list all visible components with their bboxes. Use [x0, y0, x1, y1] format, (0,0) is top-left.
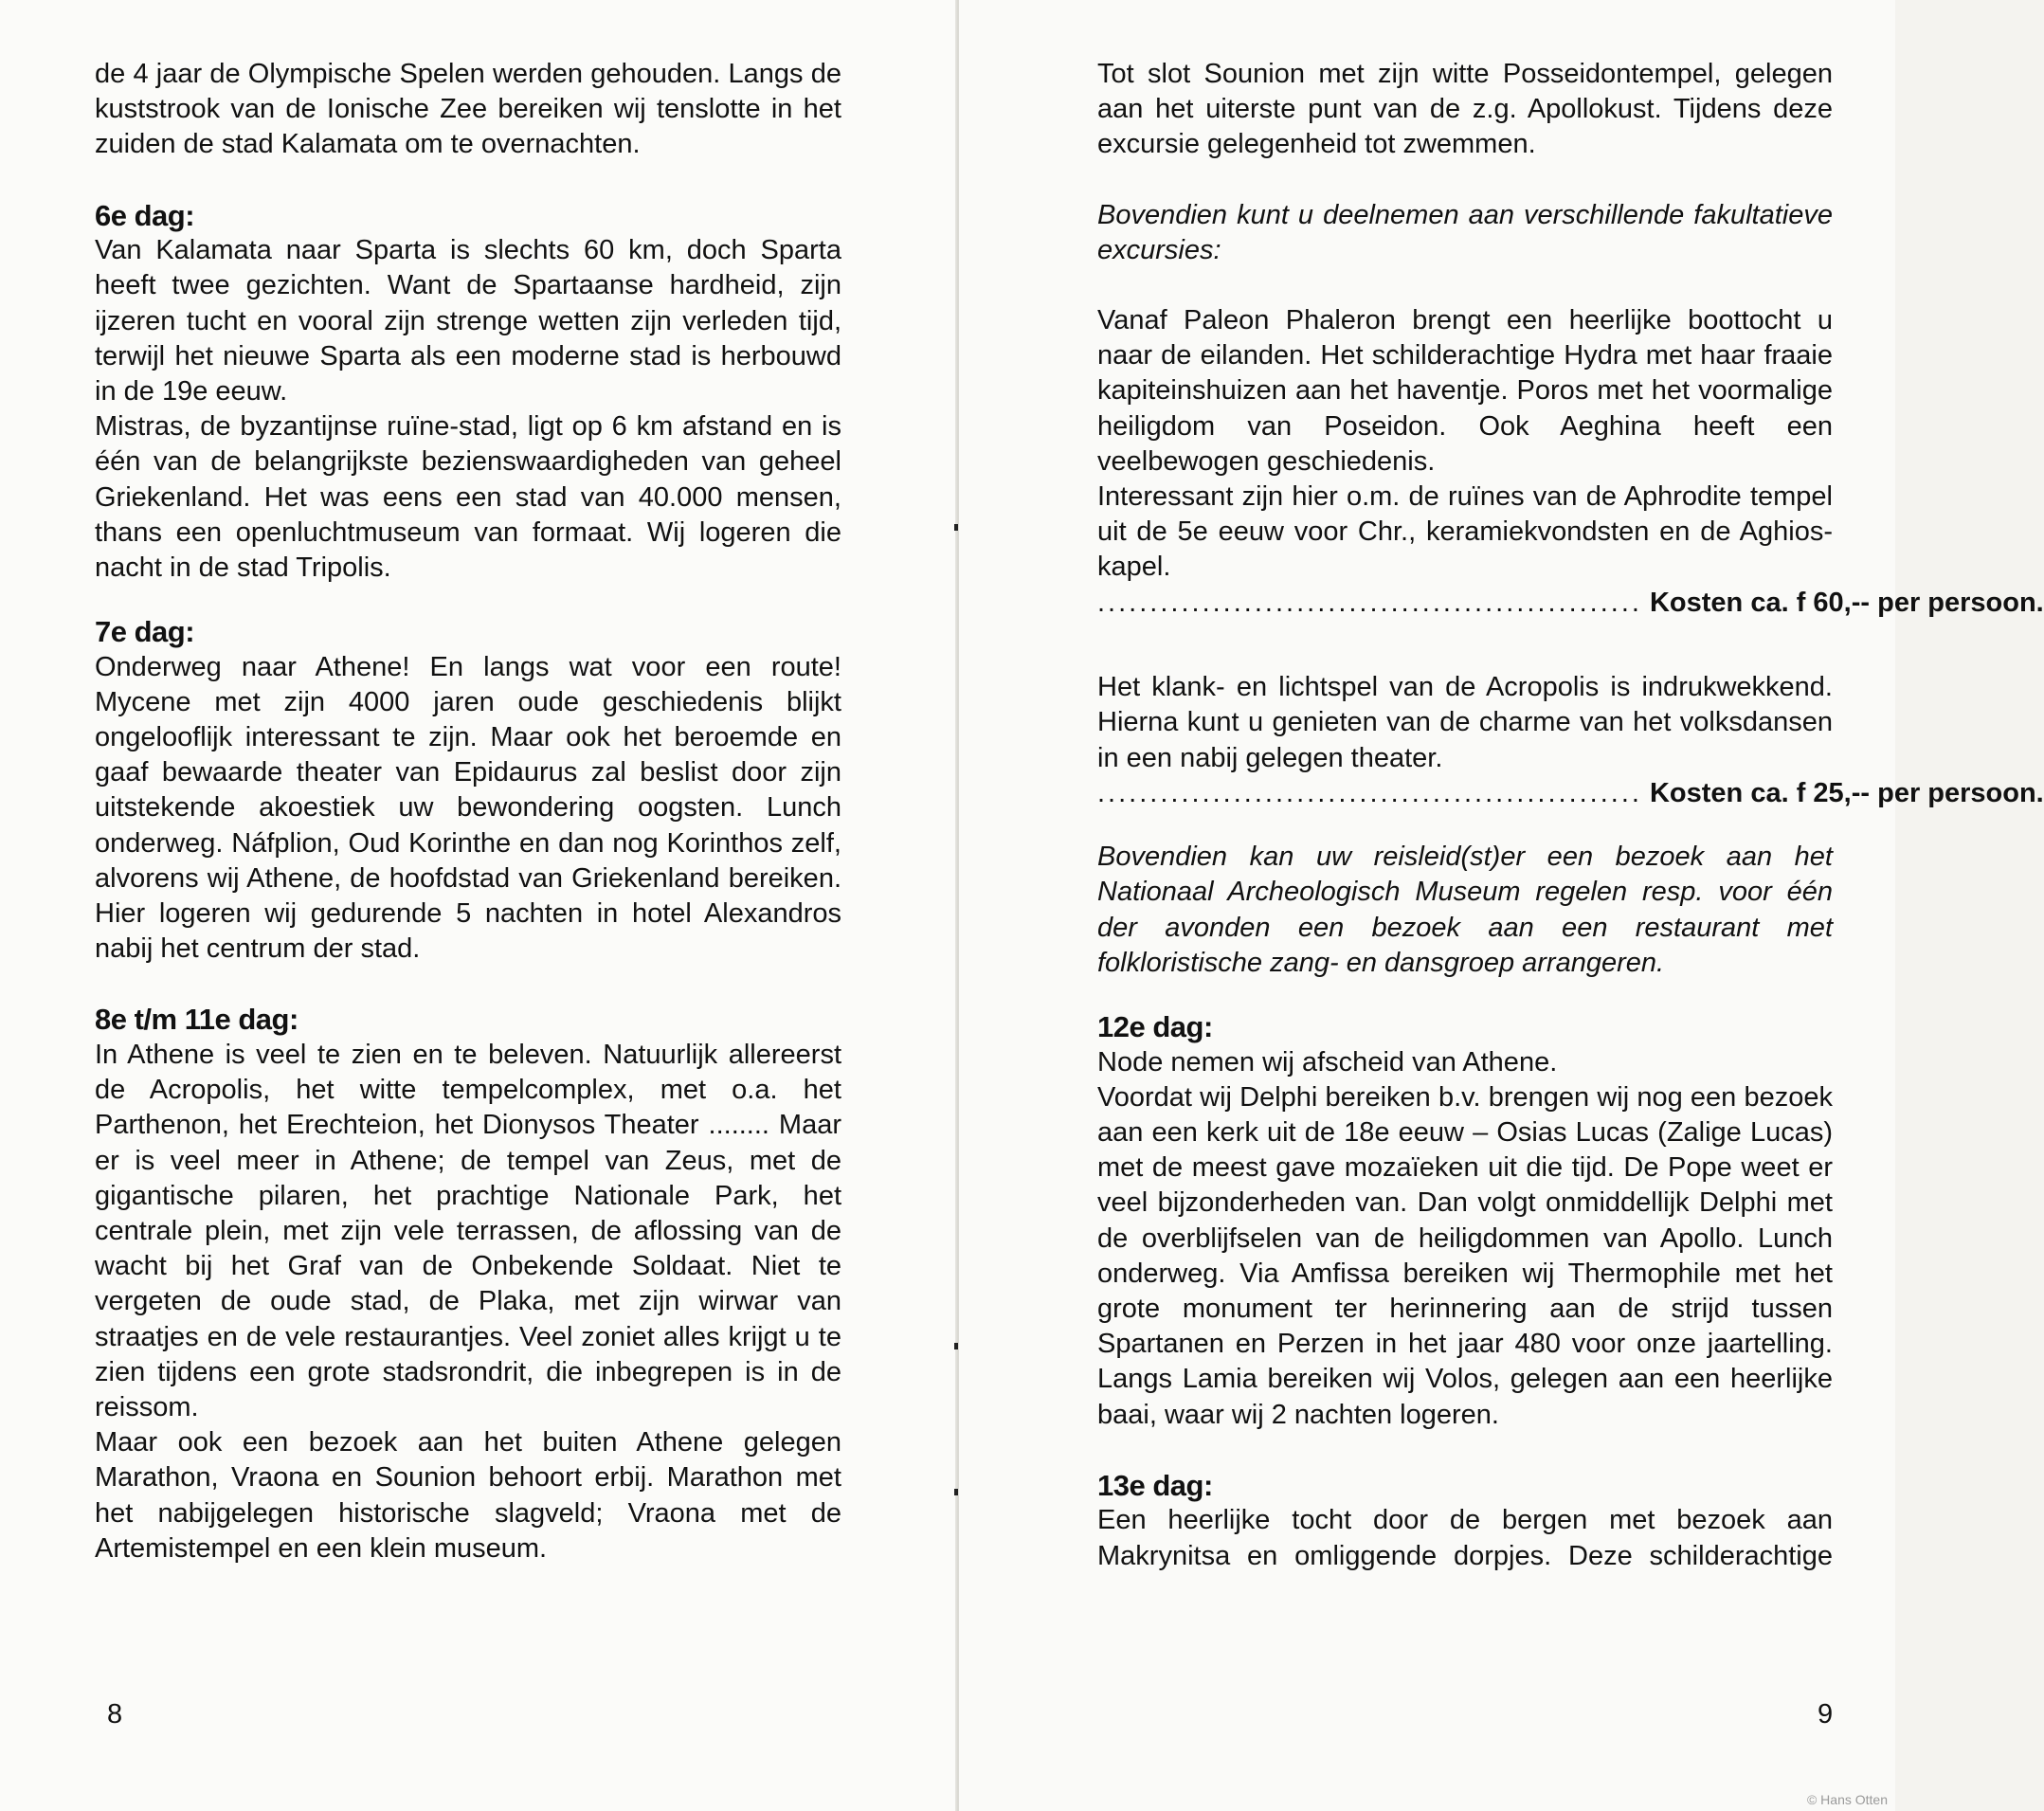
day-6-paragraph-1: Van Kalamata naar Sparta is slechts 60 km, doch Sparta heeft twee gezichten. Want de Spartaanse hardheid, zijn ijzeren tucht en vooral zijn strenge wetten zijn verleden tijd, terwijl het nieuwe Sparta als een moderne stad is herbouwd in de 19e eeuw. — [95, 235, 841, 407]
day-13-paragraph: Een heerlijke tocht door de bergen met bezoek aan Makrynitsa en omliggende dorpjes. Deze schilderachtige — [1097, 1505, 1833, 1571]
binding-staple-mark — [954, 524, 958, 531]
optional-excursions-intro: Bovendien kunt u deelnemen aan verschillende fakultatieve excursies: — [1097, 199, 1833, 265]
copyright-watermark: © Hans Otten — [1806, 1792, 1888, 1807]
day-7-heading: 7e dag: — [95, 615, 195, 649]
binding-staple-mark — [954, 1343, 958, 1349]
binding-staple-mark — [954, 1489, 958, 1495]
left-page — [0, 0, 957, 1811]
excursion-1-paragraph-2: Interessant zijn hier o.m. de ruïnes van de Aphrodite tempel uit de 5e eeuw voor Chr., keramiekvondsten en de Aghios-kapel. — [1097, 481, 1833, 583]
excursion-2-paragraph: Het klank- en lichtspel van de Acropolis is indrukwekkend. Hierna kunt u genieten van de charme van het volksdansen in een nabij gelegen theater. — [1097, 672, 1833, 773]
leader-dots: .................................................... — [1097, 777, 1642, 808]
day-8-11-paragraph-2: Maar ook een bezoek aan het buiten Athene gelegen Marathon, Vraona en Sounion behoort erbij. Marathon met het nabijgelegen historische slagveld; Vraona met de Artemistempel en een klein museum. — [95, 1427, 841, 1564]
day-7-paragraph: Onderweg naar Athene! En langs wat voor een route! Mycene met zijn 4000 jaren oude geschiedenis blijkt ongelooflijk interessant te zijn. Maar ook het beroemde en gaaf bewaarde theater van Epidaurus zal beslist door zijn uitstekende akoestiek uw bewondering oogsten. Lunch onderweg. Náfplion, Oud Korinthe en dan nog Korinthos zelf, alvorens wij Athene, de hoofdstad van Griekenland bereiken. Hier logeren wij gedurende 5 nachten in hotel Alexandros nabij het centrum der stad. — [95, 651, 841, 965]
day-6-heading: 6e dag: — [95, 198, 195, 232]
left-column — [95, 57, 841, 1567]
leader-dots: .................................................... — [1097, 587, 1642, 618]
day-12-paragraph-2: Voordat wij Delphi bereiken b.v. brengen wij nog een bezoek aan een kerk uit de 18e eeuw – Osias Lucas (Zalige Lucas) met de meest gave mozaïeken uit die tijd. De Pope weet er veel bijzonderheden van. Dan volgt onmiddellijk Delphi met de overblijfselen van de heiligdommen van Apollo. Lunch onderweg. Via Amfissa bereiken wij Thermophile met het grote monument ter herinnering aan de strijd tussen Spartanen en Perzen in het jaar 480 voor onze jaartelling. Langs Lamia bereiken wij Volos, gelegen aan een heerlijke baai, waar wij 2 nachten logeren. — [1097, 1081, 1833, 1430]
right-column — [1097, 57, 2044, 1574]
page-number-left: 8 — [107, 1699, 123, 1730]
day-8-11-paragraph-1: In Athene is veel te zien en te beleven. Natuurlijk allereerst de Acropolis, het witte tempelcomplex, met o.a. het Parthenon, het Erechteion, het Dionysos Theater ........ Maar er is veel meer in Athene; de tempel van Zeus, met de gigantische pilaren, het prachtige Nationale Park, het centrale plein, met zijn vele terrassen, de aflossing van de wacht bij het Graf van de Onbekende Soldaat. Niet te vergeten de oude stad, de Plaka, met zijn wirwar van straatjes en de vele restaurantjes. Veel zoniet alles krijgt u te zien tijdens een grote stadsrondrit, die inbegrepen is in de reissom. — [95, 1039, 841, 1422]
excursion-1-cost: Kosten ca. f 60,-- per persoon. — [1649, 587, 2044, 618]
left-opening-paragraph: de 4 jaar de Olympische Spelen werden gehouden. Langs de kuststrook van de Ionische Zee bereiken wij tenslotte in het zuiden de stad Kalamata om te overnachten. — [95, 59, 841, 160]
day-8-11-heading: 8e t/m 11e dag: — [95, 1003, 298, 1037]
right-opening-paragraph: Tot slot Sounion met zijn witte Posseidontempel, gelegen aan het uiterste punt van de z.g. Apollokust. Tijdens deze excursie gelegenheid tot zwemmen. — [1097, 59, 1833, 160]
day-6-paragraph-2: Mistras, de byzantijnse ruïne-stad, ligt op 6 km afstand en is één van de belangrijkste bezienswaardigheden van geheel Griekenland. Het was eens een stad van 40.000 mensen, thans een openluchtmuseum van formaat. Wij logeren die nacht in de stad Tripolis. — [95, 411, 841, 583]
page-number-right: 9 — [1818, 1699, 1834, 1730]
day-12-heading: 12e dag: — [1097, 1010, 1213, 1044]
excursion-2-cost-line — [1097, 776, 2044, 812]
extra-options-note: Bovendien kan uw reisleid(st)er een bezoek aan het Nationaal Archeologisch Museum regelen resp. voor één der avonden een bezoek aan een restaurant met folkloristische zang- en dansgroep arrangeren. — [1097, 842, 1833, 978]
excursion-1-paragraph-1: Vanaf Paleon Phaleron brengt een heerlijke boottocht u naar de eilanden. Het schilderachtige Hydra met haar fraaie kapiteinshuizen aan het haventje. Poros met het voormalige heiligdom van Poseidon. Ook Aeghina heeft een veelbewogen geschiedenis. — [1097, 305, 1833, 477]
excursion-1-cost-line — [1097, 586, 2044, 622]
excursion-2-cost: Kosten ca. f 25,-- per persoon. — [1649, 777, 2044, 808]
day-12-paragraph-1: Node nemen wij afscheid van Athene. — [1097, 1046, 1558, 1078]
day-13-heading: 13e dag: — [1097, 1468, 1213, 1502]
